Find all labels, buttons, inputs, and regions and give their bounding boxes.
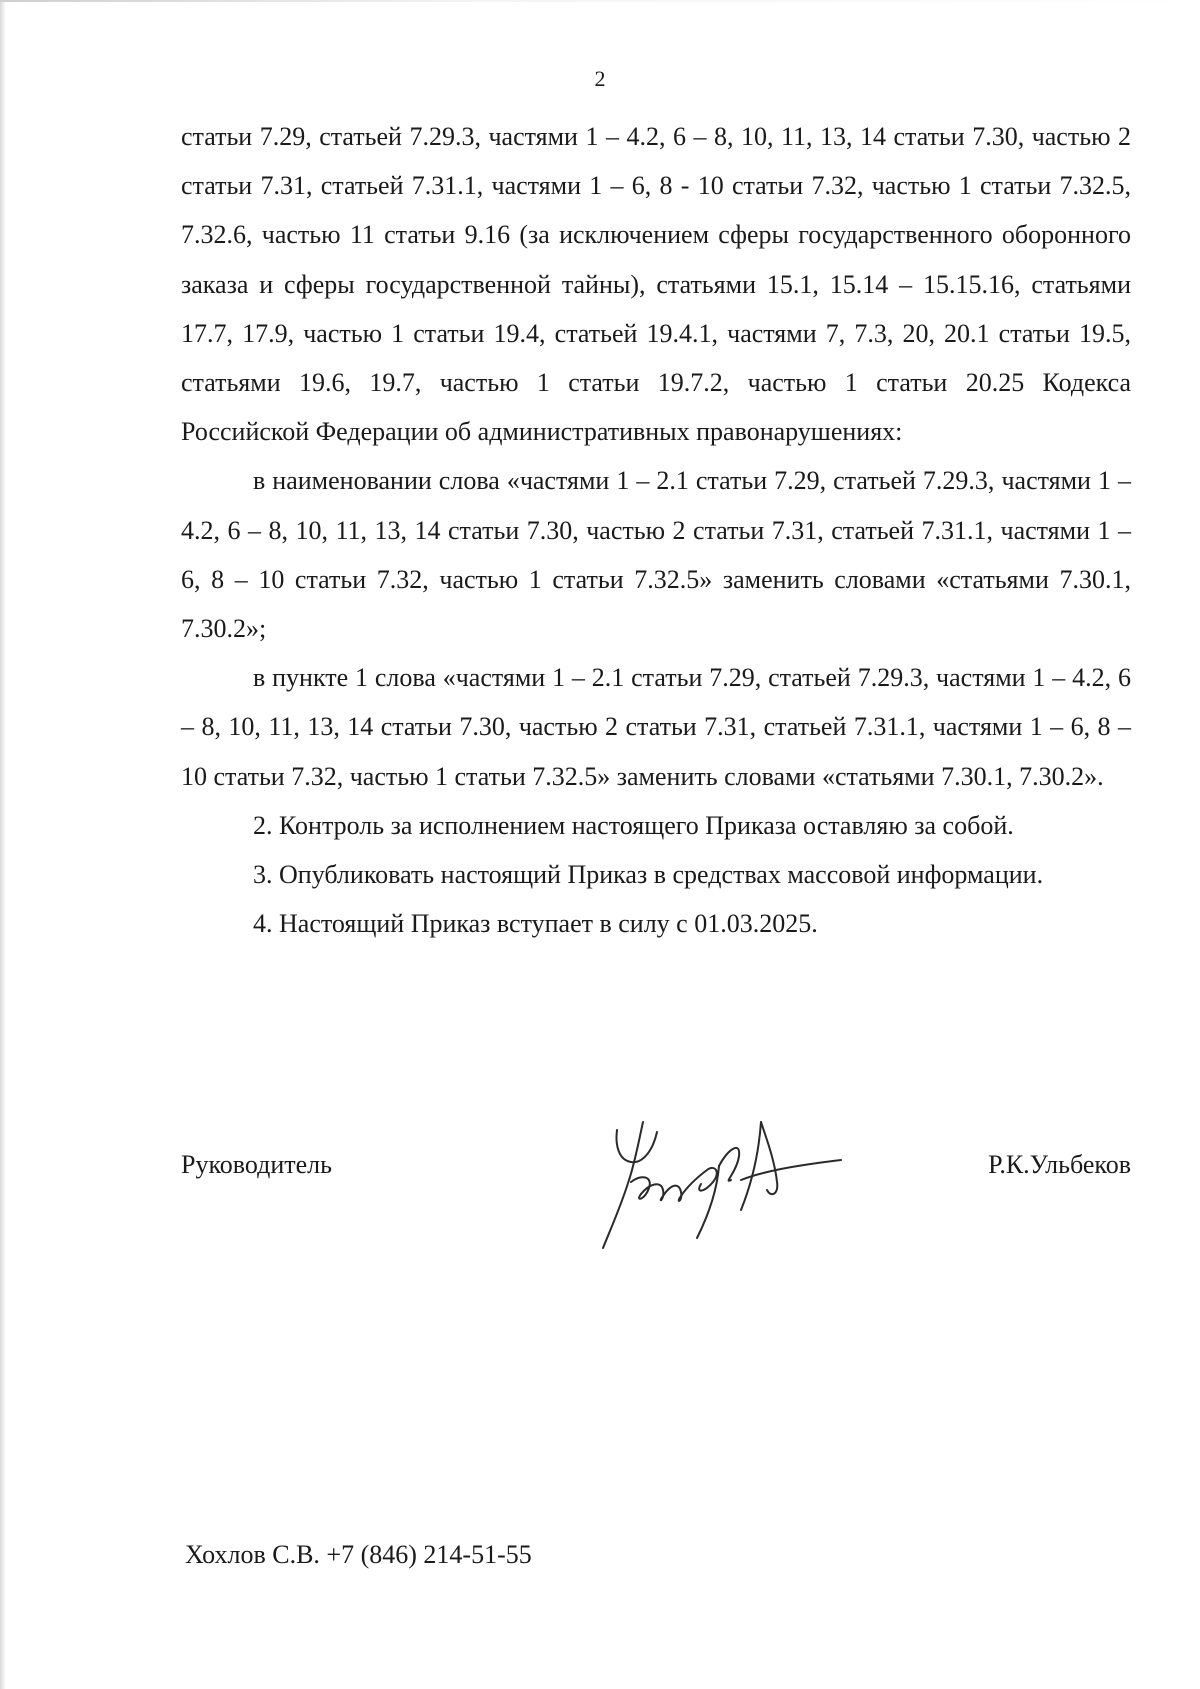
scan-top-rule <box>0 0 1200 2</box>
signer-name: Р.К.Ульбеков <box>988 1150 1131 1179</box>
paragraph-continuation: статьи 7.29, статьей 7.29.3, частями 1 – 4.2, 6 – 8, 10, 11, 13, 14 статьи 7.30, частью 2 статьи 7.31, статьей 7.31.1, частями 1 – 6, 8 - 10 статьи 7.32, частью 1 статьи 7.32.5, 7.32.6, частью 11 статьи 9.16 (за исключением сферы государственного оборонного заказа и сферы государственной тайны), статьями 15.1, 15.14 – 15.15.16, статьями 17.7, 17.9, частью 1 статьи 19.4, статьей 19.4.1, частями 7, 7.3, 20, 20.1 статьи 19.5, статьями 19.6, 19.7, частью 1 статьи 19.7.2, частью 1 статьи 20.25 Кодекса Российской Федерации об административных правонарушениях: <box>181 122 1131 447</box>
paragraph-item1-amendment: в пункте 1 слова «частями 1 – 2.1 статьи 7.29, статьей 7.29.3, частями 1 – 4.2, 6 – 8, 10, 11, 13, 14 статьи 7.30, частью 2 статьи 7.31, статьей 7.31.1, частями 1 – 6, 8 – 10 статьи 7.32, частью 1 статьи 7.32.5» заменить словами «статьями 7.30.1, 7.30.2». <box>181 663 1131 791</box>
paragraph-clause-2: 2. Контроль за исполнением настоящего Приказа оставляю за собой. <box>253 810 1014 840</box>
signature-block <box>181 1142 1131 1292</box>
paragraph-clause-3: 3. Опубликовать настоящий Приказ в средствах массовой информации. <box>253 860 1044 890</box>
paragraph-title-amendment: в наименовании слова «частями 1 – 2.1 статьи 7.29, статьей 7.29.3, частями 1 – 4.2, 6 – 8, 10, 11, 13, 14 статьи 7.30, частью 2 статьи 7.31, статьей 7.31.1, частями 1 – 6, 8 – 10 статьи 7.32, частью 1 статьи 7.32.5» заменить словами «статьями 7.30.1, 7.30.2»; <box>181 466 1131 644</box>
paragraph-clause-4: 4. Настоящий Приказ вступает в силу с 01.03.2025. <box>253 909 818 939</box>
handwritten-signature <box>591 1110 851 1260</box>
document-body <box>181 112 1131 948</box>
scan-edge-shadow <box>0 0 6 1689</box>
signer-position: Руководитель <box>181 1150 332 1179</box>
contact-info: Хохлов С.В. +7 (846) 214-51-55 <box>185 1540 532 1569</box>
page-number: 2 <box>594 66 606 91</box>
